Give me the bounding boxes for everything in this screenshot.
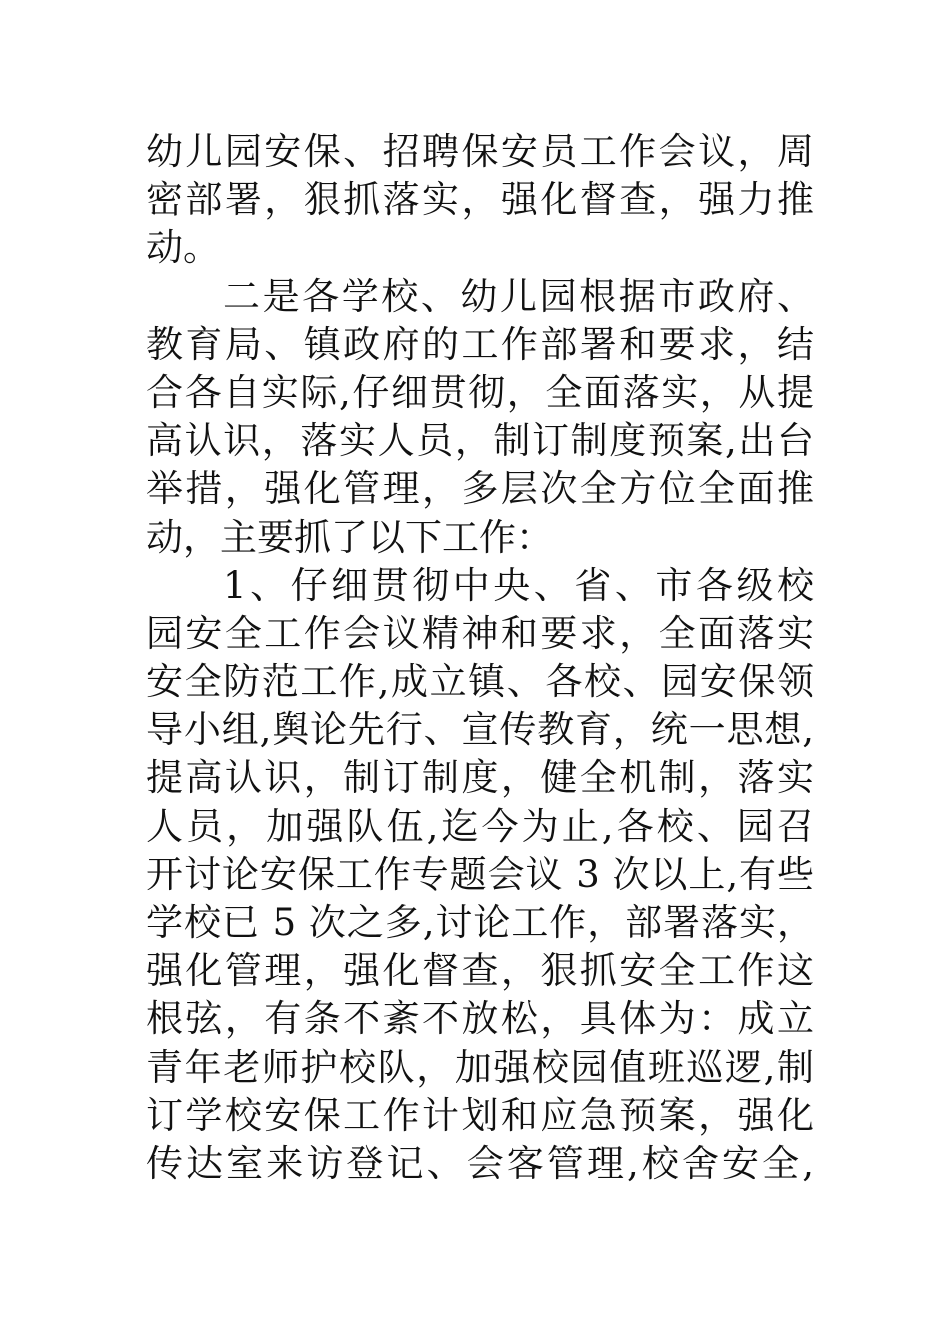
text-line: 订学校安保工作计划和应急预案，强化 <box>146 1093 814 1137</box>
text-line: 人员，加强队伍,迄今为止,各校、园召 <box>146 804 814 848</box>
text-line: 密部署，狠抓落实，强化督查，强力推 <box>146 178 814 222</box>
text-line: 提高认识，制订制度，健全机制，落实 <box>146 756 814 800</box>
text-line: 动，主要抓了以下工作： <box>146 515 553 559</box>
text-line: 青年老师护校队，加强校园值班巡逻,制 <box>146 1045 814 1089</box>
text-line: 高认识，落实人员，制订制度预案,出台 <box>146 419 814 463</box>
text-line: 幼儿园安保、招聘保安员工作会议，周 <box>146 130 814 173</box>
text-line: 学校已 5 次之多,讨论工作，部署落实， <box>146 901 814 944</box>
text-line: 传达室来访登记、会客管理,校舍安全, <box>146 1141 814 1185</box>
text-line: 园安全工作会议精神和要求，全面落实 <box>146 611 814 655</box>
text-line: 动。 <box>146 226 220 270</box>
text-line: 举措，强化管理，多层次全方位全面推 <box>146 467 814 511</box>
body-text <box>146 128 814 1188</box>
text-line: 合各自实际,仔细贯彻，全面落实，从提 <box>146 370 814 414</box>
text-line: 安全防范工作,成立镇、各校、园安保领 <box>146 660 814 704</box>
text-line: 开讨论安保工作专题会议 3 次以上,有些 <box>146 852 814 896</box>
text-line: 强化管理，强化督查，狠抓安全工作这 <box>146 949 814 993</box>
text-line: 导小组,舆论先行、宣传教育，统一思想, <box>146 708 814 752</box>
text-line: 教育局、镇政府的工作部署和要求，结 <box>146 322 814 366</box>
paragraph-start-line: 1、仔细贯彻中央、省、市各级校 <box>223 563 814 607</box>
paragraph-start-line: 二是各学校、幼儿园根据市政府、 <box>223 274 814 318</box>
text-line: 根弦，有条不紊不放松，具体为：成立 <box>146 997 814 1041</box>
